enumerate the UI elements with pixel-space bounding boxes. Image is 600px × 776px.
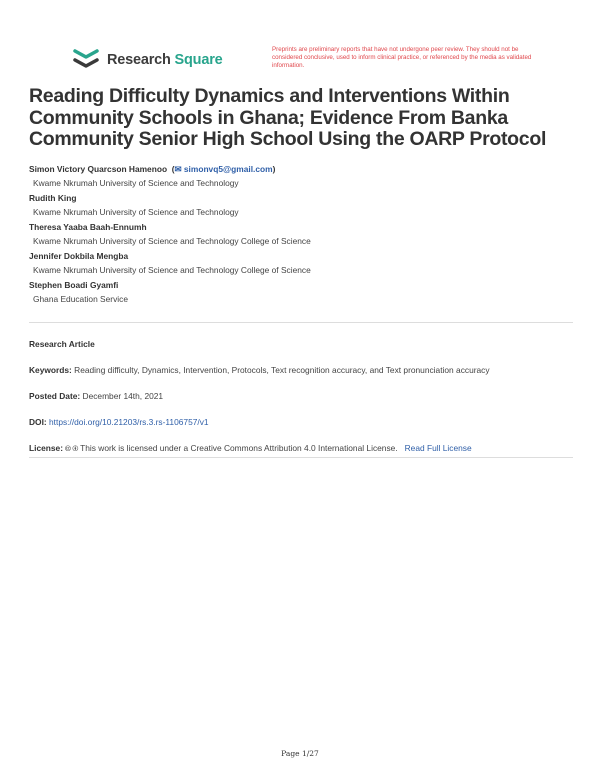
author-affiliation: Kwame Nkrumah University of Science and Technology	[33, 207, 239, 217]
author-list	[29, 163, 569, 308]
license: License: 🅭 🅯 This work is licensed under a Creative Commons Attribution 4.0 International License. Read Full License	[29, 443, 472, 453]
author-entry	[29, 250, 569, 277]
read-full-license-link[interactable]: Read Full License	[404, 443, 472, 453]
author-entry: Simon Victory Quarcson Hamenoo (✉ simonvq5@gmail.com) Kwame Nkrumah University of Science and Technology	[29, 163, 569, 190]
author-affiliation: Kwame Nkrumah University of Science and Technology College of Science	[33, 236, 311, 246]
posted-date: Posted Date: December 14th, 2021	[29, 391, 164, 401]
author-affiliation: Ghana Education Service	[33, 294, 128, 304]
research-square-logo[interactable]	[73, 49, 223, 71]
creative-commons-icon: 🅭 🅯	[65, 443, 78, 453]
author-entry	[29, 221, 569, 248]
author-entry	[29, 192, 569, 219]
doi: DOI: https://doi.org/10.21203/rs.3.rs-1106757/v1	[29, 417, 209, 427]
page-number: Page 1/27	[281, 749, 319, 758]
brand-name: Research Square	[107, 52, 223, 68]
preprint-notice: Preprints are preliminary reports that have not undergone peer review. They should not be considered conclusive, used to inform clinical practice, or referenced by the media as validated information.	[272, 46, 532, 69]
article-type: Research Article	[29, 339, 95, 349]
doi-link[interactable]: https://doi.org/10.21203/rs.3.rs-1106757/v1	[49, 417, 209, 427]
header	[0, 0, 600, 80]
research-square-logo-icon	[73, 49, 99, 71]
author-entry	[29, 279, 569, 306]
author-name: Simon Victory Quarcson Hamenoo	[29, 164, 168, 174]
license-text: This work is licensed under a Creative Commons Attribution 4.0 International License.	[80, 443, 398, 453]
divider	[29, 457, 573, 458]
author-affiliation: Kwame Nkrumah University of Science and Technology College of Science	[33, 265, 311, 275]
mail-icon: ✉	[174, 164, 182, 174]
keywords: Keywords: Reading difficulty, Dynamics, Intervention, Protocols, Text recognition accuracy, and Text pronunciation accuracy	[29, 365, 490, 375]
author-affiliation: Kwame Nkrumah University of Science and Technology	[33, 178, 239, 188]
paper-title: Reading Difficulty Dynamics and Interventions Within Community Schools in Ghana; Evidence From Banka Community Senior High School Using the OARP Protocol	[29, 85, 547, 150]
author-email-link[interactable]: ✉ simonvq5@gmail.com	[174, 164, 273, 174]
author-name: Theresa Yaaba Baah-Ennumh	[29, 222, 147, 232]
divider	[29, 322, 573, 323]
author-name: Rudith King	[29, 193, 77, 203]
author-name: Jennifer Dokbila Mengba	[29, 251, 129, 261]
article-metadata	[29, 338, 574, 468]
author-name: Stephen Boadi Gyamfi	[29, 280, 119, 290]
